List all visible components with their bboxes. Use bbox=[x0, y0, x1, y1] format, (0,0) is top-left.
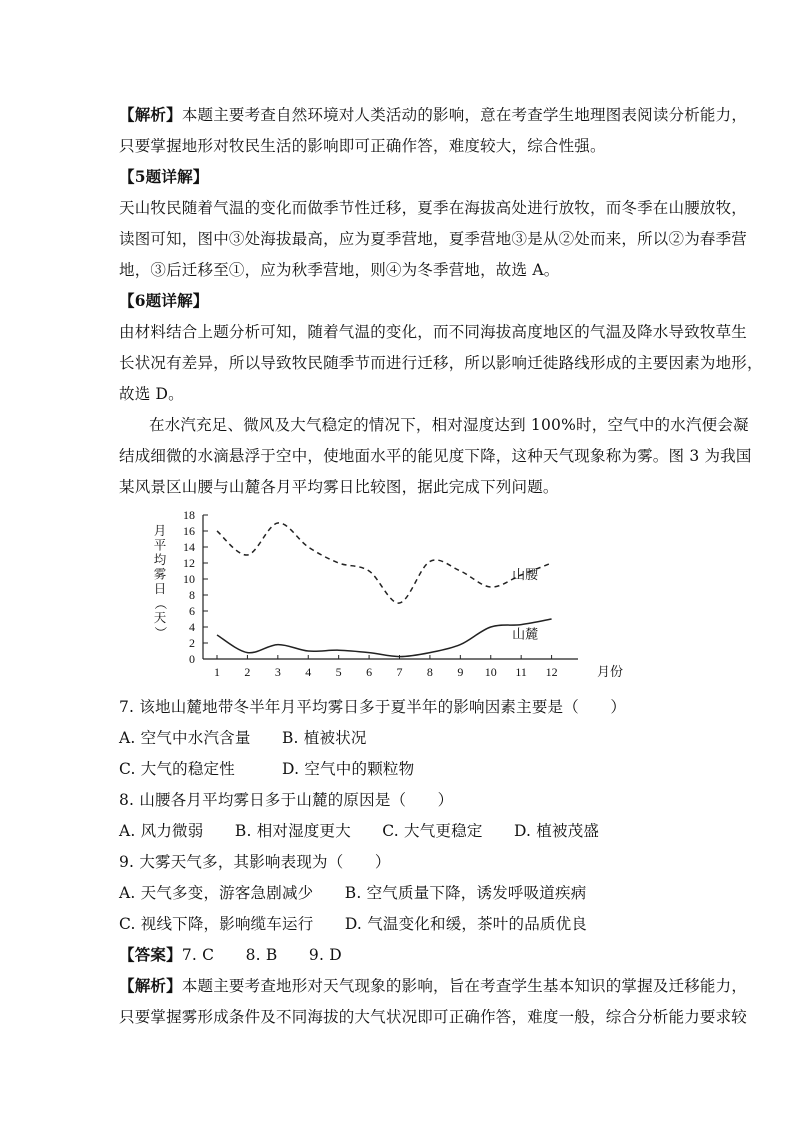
series-label: 山麓 bbox=[512, 626, 539, 642]
y-axis-label-char: 日 bbox=[153, 582, 167, 596]
question-9: 9. 大雾天气多，其影响表现为（ ） bbox=[119, 853, 391, 871]
x-tick-label: 4 bbox=[305, 665, 312, 679]
analysis-line: 只要掌握雾形成条件及不同海拔的大气状况即可正确作答，难度一般，综合分析能力要求较 bbox=[119, 1008, 748, 1026]
y-axis-label-char: 月 bbox=[153, 524, 167, 538]
paragraph-line: 读图可知，图中③处海拔最高，应为夏季营地，夏季营地③是从②处而来，所以②为春季营 bbox=[119, 230, 748, 248]
y-tick-label: 18 bbox=[183, 508, 195, 522]
y-tick-label: 4 bbox=[189, 620, 195, 634]
paragraph-line: 由材料结合上题分析可知，随着气温的变化，而不同海拔高度地区的气温及降水导致牧草生 bbox=[119, 323, 748, 341]
paragraph-line: 地，③后迁移至①，应为秋季营地，则④为冬季营地，故选 A。 bbox=[119, 261, 560, 279]
y-tick-label: 8 bbox=[189, 588, 195, 602]
x-tick-label: 12 bbox=[545, 665, 558, 679]
question-9-options-cd: C. 视线下降，影响缆车运行 D. 气温变化和缓，茶叶的品质优良 bbox=[119, 915, 587, 933]
y-axis-label-char: ） bbox=[153, 626, 167, 639]
y-tick-label: 10 bbox=[183, 572, 195, 586]
y-axis-label-char: 天 bbox=[153, 611, 167, 625]
y-axis-label-char: 均 bbox=[153, 553, 167, 567]
x-tick-label: 9 bbox=[457, 665, 464, 679]
paragraph-line: 某风景区山腰与山麓各月平均雾日比较图，据此完成下列问题。 bbox=[119, 478, 559, 496]
series-line-lower bbox=[217, 619, 552, 657]
question-8-options: A. 风力微弱 B. 相对湿度更大 C. 大气更稳定 D. 植被茂盛 bbox=[119, 822, 600, 840]
x-tick-label: 11 bbox=[515, 665, 527, 679]
fog-days-chart bbox=[148, 508, 624, 680]
section-heading: 【5题详解】 bbox=[119, 167, 209, 186]
x-tick-label: 10 bbox=[484, 665, 497, 679]
paragraph-line: 天山牧民随着气温的变化而做季节性迁移，夏季在海拔高处进行放牧，而冬季在山腰放牧， bbox=[119, 199, 748, 217]
y-tick-label: 6 bbox=[189, 604, 195, 618]
fog-days-chart-svg bbox=[148, 508, 624, 680]
question-7: 7. 该地山麓地带冬半年月平均雾日多于夏半年的影响因素主要是（ ） bbox=[119, 698, 627, 716]
y-tick-label: 16 bbox=[183, 524, 195, 538]
answer-line: 【答案】7. C 8. B 9. D bbox=[119, 945, 342, 964]
y-axis-label-char: 平 bbox=[153, 538, 167, 553]
question-8: 8. 山腰各月平均雾日多于山麓的原因是（ ） bbox=[119, 791, 454, 809]
y-axis-label-char: 雾 bbox=[153, 567, 167, 582]
paragraph-line: 在水汽充足、微风及大气稳定的情况下，相对湿度达到 100%时，空气中的水汽便会凝 bbox=[149, 416, 749, 434]
x-tick-label: 3 bbox=[274, 665, 281, 679]
paragraph-line: 【解析】本题主要考查自然环境对人类活动的影响，意在考查学生地理图表阅读分析能力， bbox=[119, 105, 748, 124]
y-tick-label: 0 bbox=[189, 652, 195, 666]
paragraph-line: 只要掌握地形对牧民生活的影响即可正确作答，难度较大，综合性强。 bbox=[119, 137, 606, 155]
series-line-upper bbox=[217, 523, 552, 603]
x-tick-label: 7 bbox=[396, 665, 403, 679]
section-tag: 【解析】 bbox=[119, 105, 182, 124]
section-heading: 【6题详解】 bbox=[119, 291, 209, 310]
x-tick-label: 8 bbox=[426, 665, 433, 679]
x-axis-label: 月份 bbox=[596, 664, 624, 679]
y-axis-label-char: （ bbox=[153, 597, 167, 610]
y-tick-label: 14 bbox=[183, 540, 195, 554]
paragraph-line: 故选 D。 bbox=[119, 385, 184, 403]
series-label: 山腰 bbox=[512, 567, 539, 582]
analysis-tag: 【解析】 bbox=[119, 976, 182, 995]
x-tick-label: 1 bbox=[214, 665, 220, 679]
x-tick-label: 6 bbox=[366, 665, 373, 679]
paragraph-line: 结成细微的水滴悬浮于空中，使地面水平的能见度下降，这种天气现象称为雾。图 3 为我国 bbox=[119, 447, 752, 465]
analysis-line: 【解析】本题主要考查地形对天气现象的影响，旨在考查学生基本知识的掌握及迁移能力， bbox=[119, 976, 748, 995]
x-tick-label: 2 bbox=[244, 665, 251, 679]
paragraph-line: 长状况有差异，所以导致牧民随季节而进行迁移，所以影响迁徙路线形成的主要因素为地形， bbox=[119, 354, 763, 372]
answer-tag: 【答案】 bbox=[119, 945, 182, 964]
y-tick-label: 12 bbox=[183, 556, 195, 570]
x-tick-label: 5 bbox=[335, 665, 342, 679]
question-9-options-ab: A. 天气多变，游客急剧减少 B. 空气质量下降，诱发呼吸道疾病 bbox=[119, 884, 587, 902]
question-7-options-ab: A. 空气中水汽含量 B. 植被状况 bbox=[119, 729, 367, 747]
y-tick-label: 2 bbox=[189, 636, 195, 650]
question-7-options-cd: C. 大气的稳定性 D. 空气中的颗粒物 bbox=[119, 760, 415, 778]
